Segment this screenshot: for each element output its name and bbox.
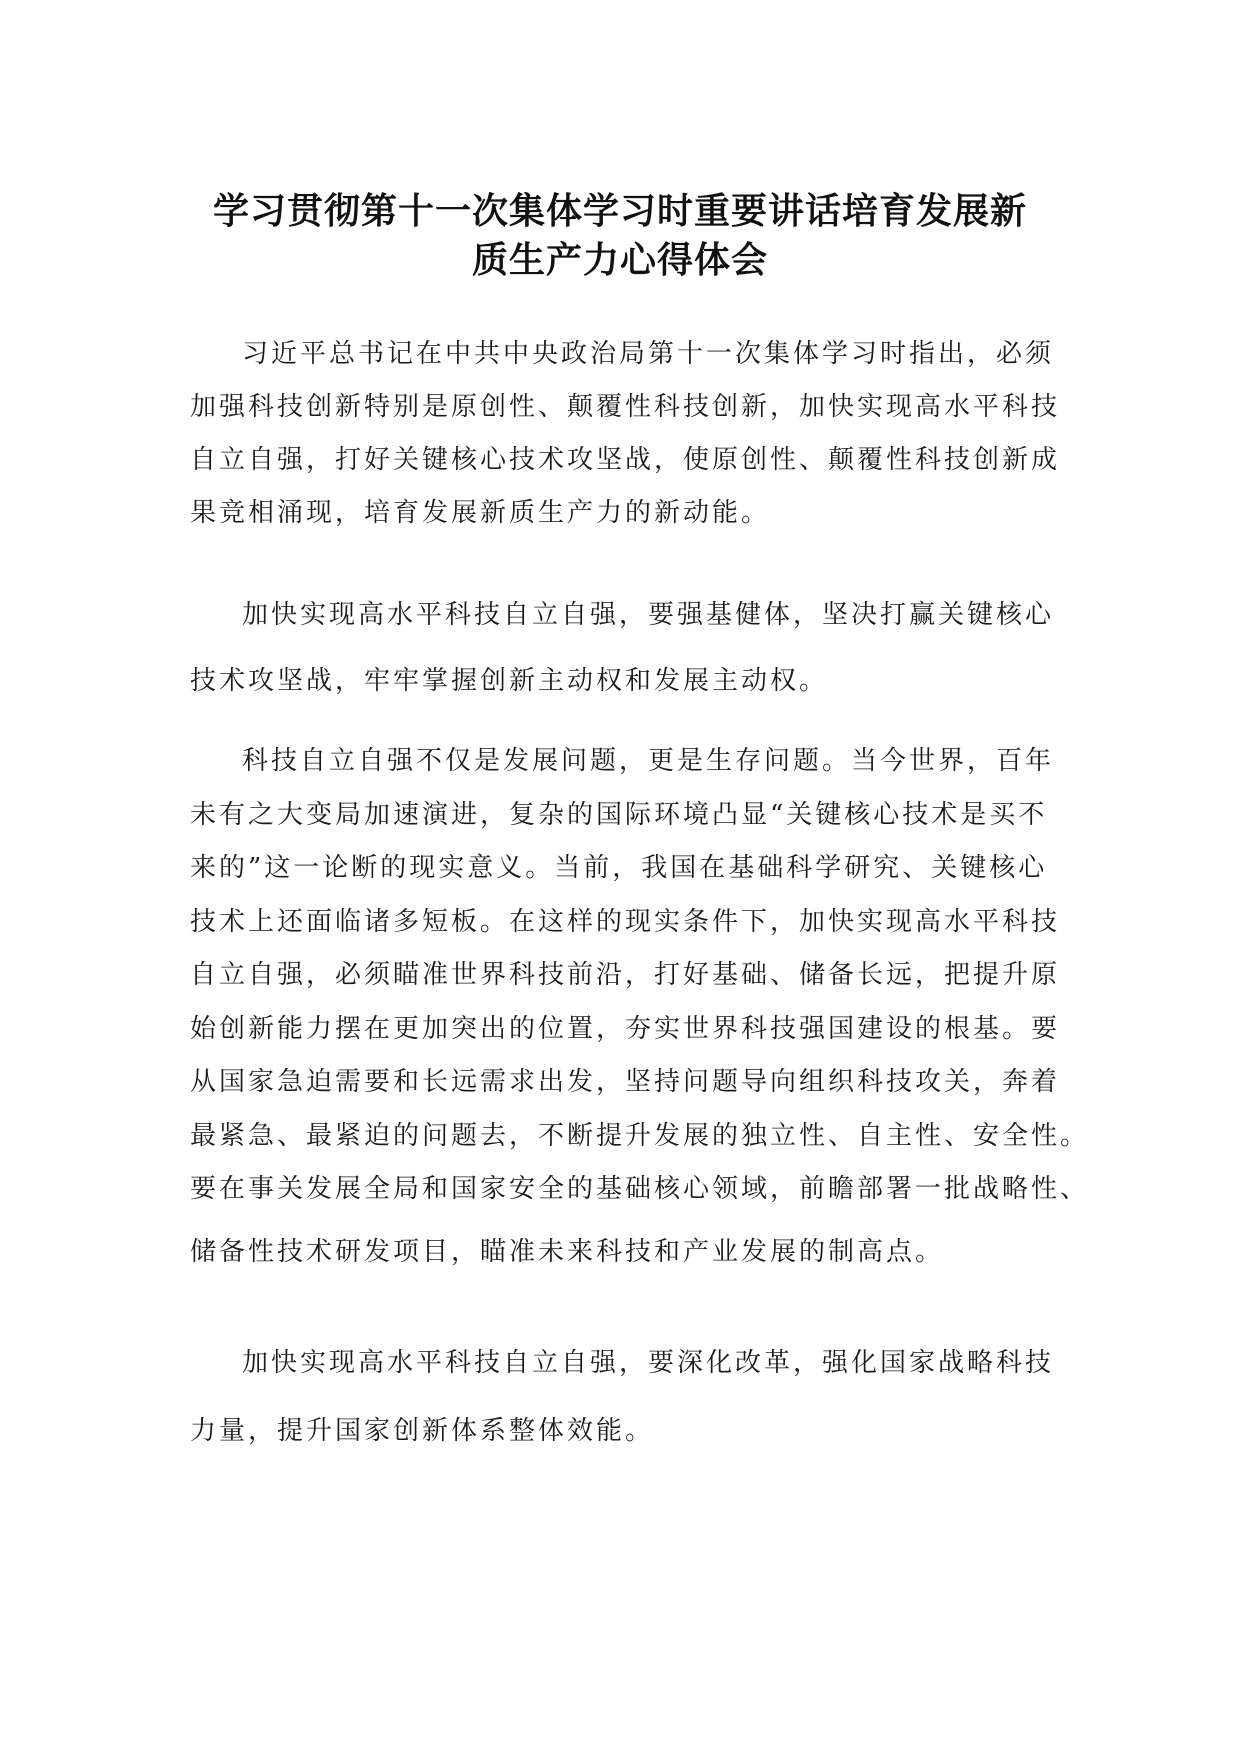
paragraph-1 [190,328,1090,540]
paragraph-4 [190,1329,1090,1465]
paragraph-line: 科技自立自强不仅是发展问题，更是生存问题。当今世界，百年 [242,746,1055,776]
paragraph-2 [190,582,1090,714]
paragraph-line: 加快实现高水平科技自立自强，要深化改革，强化国家战略科技 [242,1348,1055,1378]
paragraph-line: 技术攻坚战，牢牢掌握创新主动权和发展主动权。 [190,666,829,696]
paragraph-line: 来的”这一论断的现实意义。当前，我国在基础科学研究、关键核心 [190,853,1048,883]
paragraph-line: 自立自强，打好关键核心技术攻坚战，使原创性、颠覆性科技创新成 [190,445,1061,475]
paragraph-line: 加快实现高水平科技自立自强，要强基健体，坚决打赢关键核心 [242,600,1055,630]
document-title-line-2: 质生产力心得体会 [471,240,768,281]
paragraph-line: 力量，提升国家创新体系整体效能。 [190,1416,655,1446]
paragraph-line: 始创新能力摆在更加突出的位置，夯实世界科技强国建设的根基。要 [190,1013,1061,1044]
paragraph-line: 要在事关发展全局和国家安全的基础核心领域，前瞻部署一批战略性、 [190,1174,1090,1204]
paragraph-line: 技术上还面临诸多短板。在这样的现实条件下，加快实现高水平科技 [190,906,1061,937]
paragraph-line: 果竞相涌现，培育发展新质生产力的新动能。 [190,498,771,528]
paragraph-line: 从国家急迫需要和长远需求出发，坚持问题导向组织科技攻关，奔着 [190,1067,1061,1097]
paragraph-line: 未有之大变局加速演进，复杂的国际环境凸显“关键核心技术是买不 [190,799,1048,830]
paragraph-line: 加强科技创新特别是原创性、颠覆性科技创新，加快实现高水平科技 [190,392,1061,422]
paragraph-3 [190,735,1090,1279]
paragraph-line: 最紧急、最紧迫的问题去，不断提升发展的独立性、自主性、安全性。 [190,1120,1090,1151]
paragraph-line: 储备性技术研发项目，瞄准未来科技和产业发展的制高点。 [190,1236,945,1267]
paragraph-line: 自立自强，必须瞄准世界科技前沿，打好基础、储备长远，把提升原 [190,960,1061,990]
document-title-line-1: 学习贯彻第十一次集体学习时重要讲话培育发展新 [212,191,1027,232]
paragraph-line: 习近平总书记在中共中央政治局第十一次集体学习时指出，必须 [242,339,1055,369]
